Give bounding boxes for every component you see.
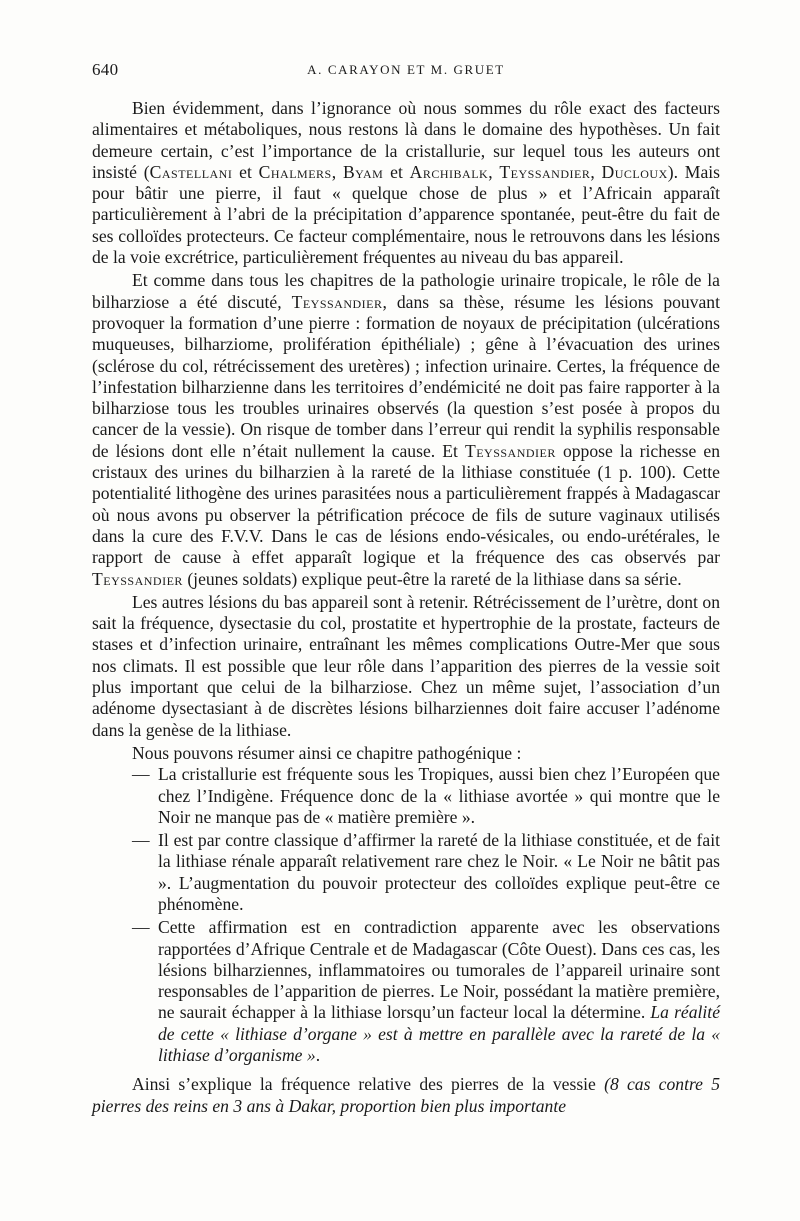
list-item xyxy=(92,917,720,1066)
italic-emphasis: La réalité de cette « lithiase d’organe » est à mettre en parallèle avec la rareté de la « lithiase d’organisme » xyxy=(158,1002,721,1066)
paragraph-4: Nous pouvons résumer ainsi ce chapitre pathogénique : xyxy=(132,742,522,763)
text-run: Ainsi s’explique la fréquence relative des pierres de la vessie xyxy=(132,1074,605,1095)
author-name: Castellani xyxy=(149,161,233,182)
text-run: . xyxy=(315,1045,321,1066)
running-head: A. CARAYON ET M. GRUET xyxy=(307,62,505,77)
text-run: oppose la richesse en cristaux des urines du bilharzien à la rareté de la lithiase constituée (1 p. 100). Cette potentialité lithogène des urines parasitées nous a particulièrement frappés à Madagascar où nous avons pu observer la pétrification précoce de fils de suture vaginaux utilisés dans la cure des F.V.V. Dans le cas de lésions endo-vésicales, ou endo-urétérales, le rapport de cause à effet apparaît logique et la fréquence des cas observés par xyxy=(92,440,720,568)
text-run: , xyxy=(331,161,343,182)
list-item xyxy=(92,764,720,828)
text-run: et xyxy=(383,161,410,182)
text-run: , dans sa thèse, résume les lésions pouvant provoquer la formation d’une pierre : formation de noyaux de précipitation (ulcérations muqueuses, bilharziome, prolifération épithéliale) ; gêne à l’évacuation des urines (sclérose du col, rétrécissement des uretères) ; infection urinaire. Certes, la fréquence de l’infestation bilharzienne dans les territoires d’endémicité ne doit pas faire rapporter à la bilharziose tous les troubles urinaires observés (la question s’est posée à propos du cancer de la vessie). On risque de tomber dans l’erreur qui rendit la syphilis responsable de lésions dont elle n’était nullement la cause. Et xyxy=(92,291,720,461)
author-name: Chalmers xyxy=(258,161,332,182)
paragraph-1 xyxy=(92,98,720,268)
author-name: Teyssandier xyxy=(291,291,383,312)
page-header xyxy=(92,60,720,86)
author-name: Teyssandier xyxy=(92,568,183,589)
list-item-text: Il est par contre classique d’affirmer la rareté de la lithiase constituée, et de fait la lithiase rénale apparaît relativement rare chez le Noir. « Le Noir ne bâtit pas ». L’augmentation du pouvoir protecteur des colloïdes explique peut-être ce phénomène. xyxy=(158,830,720,914)
text-run: Bien évidemment, dans l’ignorance où nous sommes du rôle exact des facteurs alimentaires et métaboliques, nous restons là dans le domaine des hypothèses. Un fait demeure certain, c’est l’importance de la cristallurie, sur lequel tous les auteurs ont insisté ( xyxy=(92,98,720,182)
page-number: 640 xyxy=(92,60,119,79)
paragraph-5 xyxy=(92,1074,720,1117)
dash-marker: — xyxy=(132,764,150,785)
author-name: Teyssandier xyxy=(464,440,556,461)
author-name: Teyssandier xyxy=(499,161,591,182)
text-run: ). Mais pour bâtir une pierre, il faut « quelque chose de plus » et l’Africain apparaît particulièrement à l’abri de la précipitation d’apparence spontanée, peut-être du fait de ses colloïdes protecteurs. Ce facteur complémentaire, nous le retrouvons dans les lésions de la voie excrétrice, particulièrement fréquentes au niveau du bas appareil. xyxy=(92,161,720,268)
author-name: Archibalk xyxy=(409,161,489,182)
text-run: Et comme dans tous les chapitres de la pathologie urinaire tropicale, le rôle de la bilharziose a été discuté, xyxy=(92,270,720,312)
body-text xyxy=(92,98,720,1117)
dash-marker: — xyxy=(132,830,150,851)
text-run: , xyxy=(590,161,602,182)
author-name: Ducloux xyxy=(601,161,668,182)
list-item xyxy=(92,830,720,915)
list-item-text: La cristallurie est fréquente sous les Tropiques, aussi bien chez l’Européen que chez l’Indigène. Fréquence donc de la « lithiase avortée » qui montre que le Noir ne manque pas de « matière première ». xyxy=(158,764,720,827)
text-run: , xyxy=(488,161,500,182)
italic-emphasis: (8 cas contre 5 pierres des reins en 3 ans à Dakar, proportion bien plus importante xyxy=(92,1074,720,1116)
paragraph-2 xyxy=(92,270,720,589)
dash-marker: — xyxy=(132,917,150,938)
author-name: Byam xyxy=(342,161,384,182)
text-run: (jeunes soldats) explique peut-être la rareté de la lithiase dans sa série. xyxy=(182,568,682,589)
summary-list xyxy=(92,764,720,1066)
list-item-text: Cette affirmation est en contradiction apparente avec les observations rapportées d’Afrique Centrale et de Madagascar (Côte Ouest). Dans ces cas, les lésions bilharziennes, inflammatoires ou tumorales de l’appareil urinaire sont responsables de l’apparition de pierres. Le Noir, possédant la matière première, ne saurait échapper à la lithiase lorsqu’un facteur local la détermine. xyxy=(158,917,720,1023)
text-run: et xyxy=(232,161,259,182)
paragraph-3: Les autres lésions du bas appareil sont à retenir. Rétrécissement de l’urètre, dont on sait la fréquence, dysectasie du col, prostatite et hypertrophie de la prostate, facteurs de stases et d’infection urinaire, entraînant les mêmes complications Outre-Mer que sous nos climats. Il est possible que leur rôle dans l’apparition des pierres de la vessie soit plus important que celui de la bilharziose. Chez un même sujet, l’association d’un adénome dysectasiant à de discrètes lésions bilharziennes doit faire accuser l’adénome dans la genèse de la lithiase. xyxy=(92,591,720,740)
